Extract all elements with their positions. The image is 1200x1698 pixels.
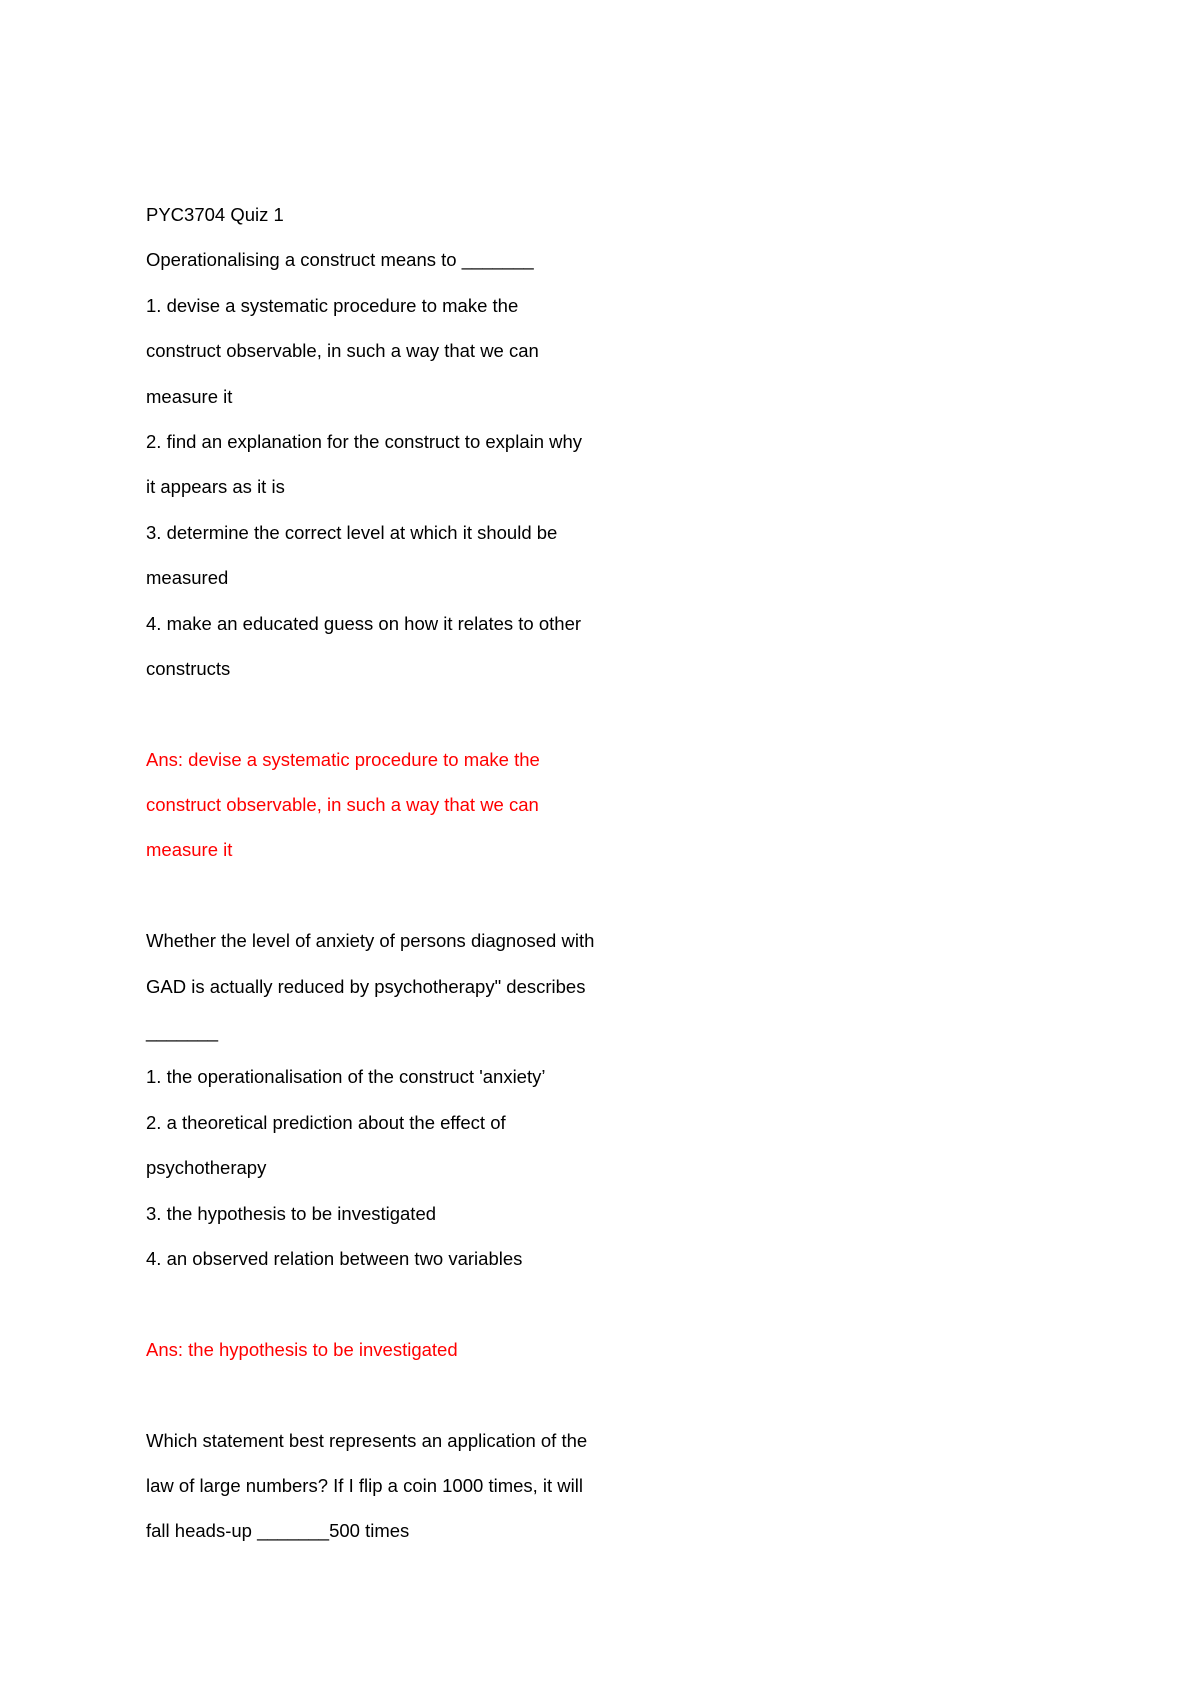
option-2-line-1: 2. a theoretical prediction about the effect of [146, 1111, 506, 1133]
option-1: 1. the operationalisation of the construct 'anxiety’ [146, 1066, 546, 1088]
spacer [146, 1372, 706, 1417]
option-4-line-1: 4. make an educated guess on how it relates to other [146, 612, 582, 634]
question-3 [146, 1418, 706, 1554]
option-3-line-1: 3. determine the correct level at which it should be [146, 521, 558, 543]
question-stem-line-3: _______ [146, 1021, 219, 1043]
question-stem-line-2: GAD is actually reduced by psychotherapy" describes [146, 975, 586, 997]
option-3-line-2: measured [146, 567, 229, 589]
option-1-line-2: construct observable, in such a way that we can [146, 340, 539, 362]
option-4-line-2: constructs [146, 657, 231, 679]
question-1 [146, 237, 706, 872]
question-stem: Operationalising a construct means to _______ [146, 249, 534, 271]
option-2-line-2: psychotherapy [146, 1157, 267, 1179]
document-body [146, 192, 706, 1554]
option-4: 4. an observed relation between two variables [146, 1247, 523, 1269]
option-2-line-2: it appears as it is [146, 476, 285, 498]
question-stem-line-1: Whether the level of anxiety of persons diagnosed with [146, 930, 595, 952]
answer-line-2: construct observable, in such a way that we can [146, 794, 539, 816]
spacer [146, 873, 706, 918]
spacer [146, 691, 706, 736]
spacer [146, 1281, 706, 1326]
option-1-line-3: measure it [146, 385, 233, 407]
question-stem-line-1: Which statement best represents an application of the [146, 1429, 588, 1451]
question-stem-line-3: fall heads-up _______500 times [146, 1520, 410, 1542]
answer-line-1: Ans: devise a systematic procedure to make the [146, 748, 540, 770]
document-title: PYC3704 Quiz 1 [146, 204, 284, 225]
answer-line-3: measure it [146, 839, 233, 861]
option-3: 3. the hypothesis to be investigated [146, 1202, 437, 1224]
option-2-line-1: 2. find an explanation for the construct to explain why [146, 430, 583, 452]
answer-line: Ans: the hypothesis to be investigated [146, 1338, 458, 1360]
question-2 [146, 918, 706, 1372]
question-stem-line-2: law of large numbers? If I flip a coin 1000 times, it will [146, 1474, 583, 1496]
option-1-line-1: 1. devise a systematic procedure to make the [146, 294, 519, 316]
